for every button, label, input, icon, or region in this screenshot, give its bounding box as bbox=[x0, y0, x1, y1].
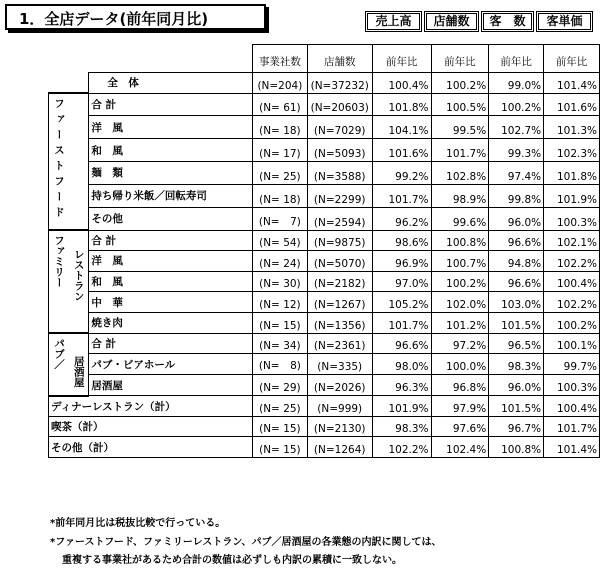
table-row bbox=[49, 230, 600, 251]
table-row bbox=[49, 139, 600, 162]
row-avg-spend: 101.7% bbox=[544, 416, 600, 437]
row-customers: 100.8% bbox=[489, 437, 544, 458]
row-store-count: 102.4% bbox=[431, 437, 489, 458]
row-name: 合 計 bbox=[89, 93, 253, 116]
row-sales: 100.4% bbox=[372, 73, 431, 94]
row-store-count: 100.0% bbox=[431, 354, 489, 375]
table-row bbox=[49, 437, 600, 458]
table-row bbox=[49, 73, 600, 94]
note-breakdown: *ファーストフード、ファミリーレストラン、パブ／居酒屋の各業態の内訳に関しては、 bbox=[50, 537, 442, 548]
row-sales: 96.3% bbox=[372, 375, 431, 396]
row-stores: (N=999) bbox=[307, 396, 372, 417]
group-label-restaurant: レストラン bbox=[68, 230, 89, 333]
row-stores: (N=37232) bbox=[307, 73, 372, 94]
header-box-avg-spend: 客単価 bbox=[536, 11, 593, 32]
row-name: 洋 風 bbox=[89, 251, 253, 272]
row-name: 居酒屋 bbox=[89, 375, 253, 396]
row-store-count: 102.0% bbox=[431, 292, 489, 313]
row-store-count: 100.8% bbox=[431, 230, 489, 251]
row-companies: (N= 25) bbox=[253, 396, 307, 417]
col-companies: 事業社数 bbox=[253, 45, 307, 73]
row-store-count: 97.6% bbox=[431, 416, 489, 437]
row-avg-spend: 100.2% bbox=[544, 312, 600, 333]
row-sales: 101.6% bbox=[372, 139, 431, 162]
row-customers: 96.0% bbox=[489, 375, 544, 396]
table-row bbox=[49, 93, 600, 116]
row-stores: (N=2130) bbox=[307, 416, 372, 437]
row-customers: 94.8% bbox=[489, 251, 544, 272]
row-stores: (N=1267) bbox=[307, 292, 372, 313]
row-customers: 99.8% bbox=[489, 184, 544, 207]
table-row bbox=[49, 184, 600, 207]
row-stores: (N=5093) bbox=[307, 139, 372, 162]
row-companies: (N= 15) bbox=[253, 437, 307, 458]
row-sales: 101.7% bbox=[372, 312, 431, 333]
row-stores: (N=2361) bbox=[307, 333, 372, 354]
row-name: 麺 類 bbox=[89, 162, 253, 185]
row-name: 焼き肉 bbox=[89, 312, 253, 333]
table-row bbox=[49, 354, 600, 375]
table-row bbox=[49, 207, 600, 230]
row-store-count: 96.8% bbox=[431, 375, 489, 396]
row-store-count: 97.2% bbox=[431, 333, 489, 354]
row-stores: (N=20603) bbox=[307, 93, 372, 116]
row-companies: (N=204) bbox=[253, 73, 307, 94]
row-avg-spend: 100.3% bbox=[544, 375, 600, 396]
row-companies: (N= 12) bbox=[253, 292, 307, 313]
row-avg-spend: 101.9% bbox=[544, 184, 600, 207]
header-box-stores: 店舗数 bbox=[424, 11, 479, 32]
row-companies: (N= 25) bbox=[253, 162, 307, 185]
row-sales: 101.8% bbox=[372, 93, 431, 116]
table-row bbox=[49, 333, 600, 354]
row-customers: 96.6% bbox=[489, 271, 544, 292]
row-name: 全 体 bbox=[89, 73, 253, 94]
table-row bbox=[49, 312, 600, 333]
row-customers: 102.7% bbox=[489, 116, 544, 139]
row-store-count: 100.7% bbox=[431, 251, 489, 272]
table-row bbox=[49, 251, 600, 272]
row-stores: (N=5070) bbox=[307, 251, 372, 272]
column-header-row bbox=[49, 45, 600, 73]
row-stores: (N=9875) bbox=[307, 230, 372, 251]
row-customers: 97.4% bbox=[489, 162, 544, 185]
row-sales: 101.7% bbox=[372, 184, 431, 207]
row-customers: 101.5% bbox=[489, 312, 544, 333]
row-avg-spend: 100.4% bbox=[544, 271, 600, 292]
row-stores: (N=2594) bbox=[307, 207, 372, 230]
row-companies: (N= 34) bbox=[253, 333, 307, 354]
row-companies: (N= 30) bbox=[253, 271, 307, 292]
row-stores: (N=2026) bbox=[307, 375, 372, 396]
row-store-count: 100.2% bbox=[431, 271, 489, 292]
col-avg-spend-yoy: 前年比 bbox=[544, 45, 600, 73]
row-customers: 98.3% bbox=[489, 354, 544, 375]
row-avg-spend: 102.2% bbox=[544, 251, 600, 272]
row-avg-spend: 101.6% bbox=[544, 93, 600, 116]
row-store-count: 100.5% bbox=[431, 93, 489, 116]
row-companies: (N= 29) bbox=[253, 375, 307, 396]
row-store-count: 97.9% bbox=[431, 396, 489, 417]
row-store-count: 99.6% bbox=[431, 207, 489, 230]
row-store-count: 100.2% bbox=[431, 73, 489, 94]
row-companies: (N= 7) bbox=[253, 207, 307, 230]
row-sales: 101.9% bbox=[372, 396, 431, 417]
row-stores: (N=3588) bbox=[307, 162, 372, 185]
row-companies: (N= 15) bbox=[253, 312, 307, 333]
row-customers: 96.7% bbox=[489, 416, 544, 437]
row-sales: 98.3% bbox=[372, 416, 431, 437]
row-sales: 102.2% bbox=[372, 437, 431, 458]
row-customers: 99.0% bbox=[489, 73, 544, 94]
table-row bbox=[49, 292, 600, 313]
row-companies: (N= 61) bbox=[253, 93, 307, 116]
row-avg-spend: 101.8% bbox=[544, 162, 600, 185]
col-stores-yoy: 前年比 bbox=[431, 45, 489, 73]
table-row bbox=[49, 416, 600, 437]
header-box-customers: 客 数 bbox=[481, 11, 534, 32]
row-name: 和 風 bbox=[89, 139, 253, 162]
row-companies: (N= 8) bbox=[253, 354, 307, 375]
table-row bbox=[49, 271, 600, 292]
row-avg-spend: 102.1% bbox=[544, 230, 600, 251]
row-name: その他 bbox=[89, 207, 253, 230]
row-sales: 96.2% bbox=[372, 207, 431, 230]
page-title: 1．全店データ(前年同月比) bbox=[5, 4, 266, 30]
group-label-fastfood: ファーストフード bbox=[49, 93, 69, 230]
row-customers: 99.3% bbox=[489, 139, 544, 162]
row-avg-spend: 100.3% bbox=[544, 207, 600, 230]
note-tax: *前年同月比は税抜比較で行っている。 bbox=[50, 518, 226, 529]
row-customers: 96.6% bbox=[489, 230, 544, 251]
row-companies: (N= 15) bbox=[253, 416, 307, 437]
table-row bbox=[49, 396, 600, 417]
row-avg-spend: 101.4% bbox=[544, 73, 600, 94]
row-customers: 103.0% bbox=[489, 292, 544, 313]
row-name: ディナーレストラン（計） bbox=[49, 396, 253, 417]
group-label-pub: パブ／ bbox=[49, 333, 69, 396]
group-label-izakaya: 居酒屋 bbox=[68, 333, 89, 396]
row-name: 喫茶（計） bbox=[49, 416, 253, 437]
row-store-count: 101.7% bbox=[431, 139, 489, 162]
row-customers: 100.2% bbox=[489, 93, 544, 116]
row-sales: 96.9% bbox=[372, 251, 431, 272]
row-stores: (N=2299) bbox=[307, 184, 372, 207]
row-customers: 96.0% bbox=[489, 207, 544, 230]
row-sales: 97.0% bbox=[372, 271, 431, 292]
row-avg-spend: 100.4% bbox=[544, 396, 600, 417]
row-sales: 99.2% bbox=[372, 162, 431, 185]
row-sales: 98.6% bbox=[372, 230, 431, 251]
row-stores: (N=1356) bbox=[307, 312, 372, 333]
row-companies: (N= 24) bbox=[253, 251, 307, 272]
row-sales: 104.1% bbox=[372, 116, 431, 139]
row-name: 中 華 bbox=[89, 292, 253, 313]
group-label-family: ファミリー bbox=[49, 230, 69, 333]
row-name: その他（計） bbox=[49, 437, 253, 458]
row-name: 持ち帰り米飯／回転寿司 bbox=[89, 184, 253, 207]
row-stores: (N=2182) bbox=[307, 271, 372, 292]
row-store-count: 98.9% bbox=[431, 184, 489, 207]
row-avg-spend: 102.2% bbox=[544, 292, 600, 313]
row-avg-spend: 101.3% bbox=[544, 116, 600, 139]
row-avg-spend: 99.7% bbox=[544, 354, 600, 375]
note-overlap: 重複する事業社があるため合計の数値は必ずしも内訳の累積に一致しない。 bbox=[62, 555, 402, 566]
col-sales-yoy: 前年比 bbox=[372, 45, 431, 73]
row-name: 合 計 bbox=[89, 230, 253, 251]
table-row bbox=[49, 162, 600, 185]
row-avg-spend: 100.1% bbox=[544, 333, 600, 354]
row-customers: 101.5% bbox=[489, 396, 544, 417]
row-companies: (N= 18) bbox=[253, 184, 307, 207]
row-stores: (N=1264) bbox=[307, 437, 372, 458]
row-sales: 98.0% bbox=[372, 354, 431, 375]
row-sales: 105.2% bbox=[372, 292, 431, 313]
col-customers-yoy: 前年比 bbox=[489, 45, 544, 73]
row-name: 合 計 bbox=[89, 333, 253, 354]
row-companies: (N= 54) bbox=[253, 230, 307, 251]
data-table bbox=[48, 44, 600, 458]
header-box-sales: 売上高 bbox=[365, 11, 422, 32]
table-row bbox=[49, 116, 600, 139]
row-customers: 96.5% bbox=[489, 333, 544, 354]
row-companies: (N= 18) bbox=[253, 116, 307, 139]
row-companies: (N= 17) bbox=[253, 139, 307, 162]
row-store-count: 99.5% bbox=[431, 116, 489, 139]
row-sales: 96.6% bbox=[372, 333, 431, 354]
row-name: パブ・ビアホール bbox=[89, 354, 253, 375]
row-name: 洋 風 bbox=[89, 116, 253, 139]
row-store-count: 101.2% bbox=[431, 312, 489, 333]
row-avg-spend: 102.3% bbox=[544, 139, 600, 162]
col-stores: 店舗数 bbox=[307, 45, 372, 73]
row-avg-spend: 101.4% bbox=[544, 437, 600, 458]
row-name: 和 風 bbox=[89, 271, 253, 292]
table-row bbox=[49, 375, 600, 396]
row-store-count: 102.8% bbox=[431, 162, 489, 185]
row-stores: (N=335) bbox=[307, 354, 372, 375]
row-stores: (N=7029) bbox=[307, 116, 372, 139]
